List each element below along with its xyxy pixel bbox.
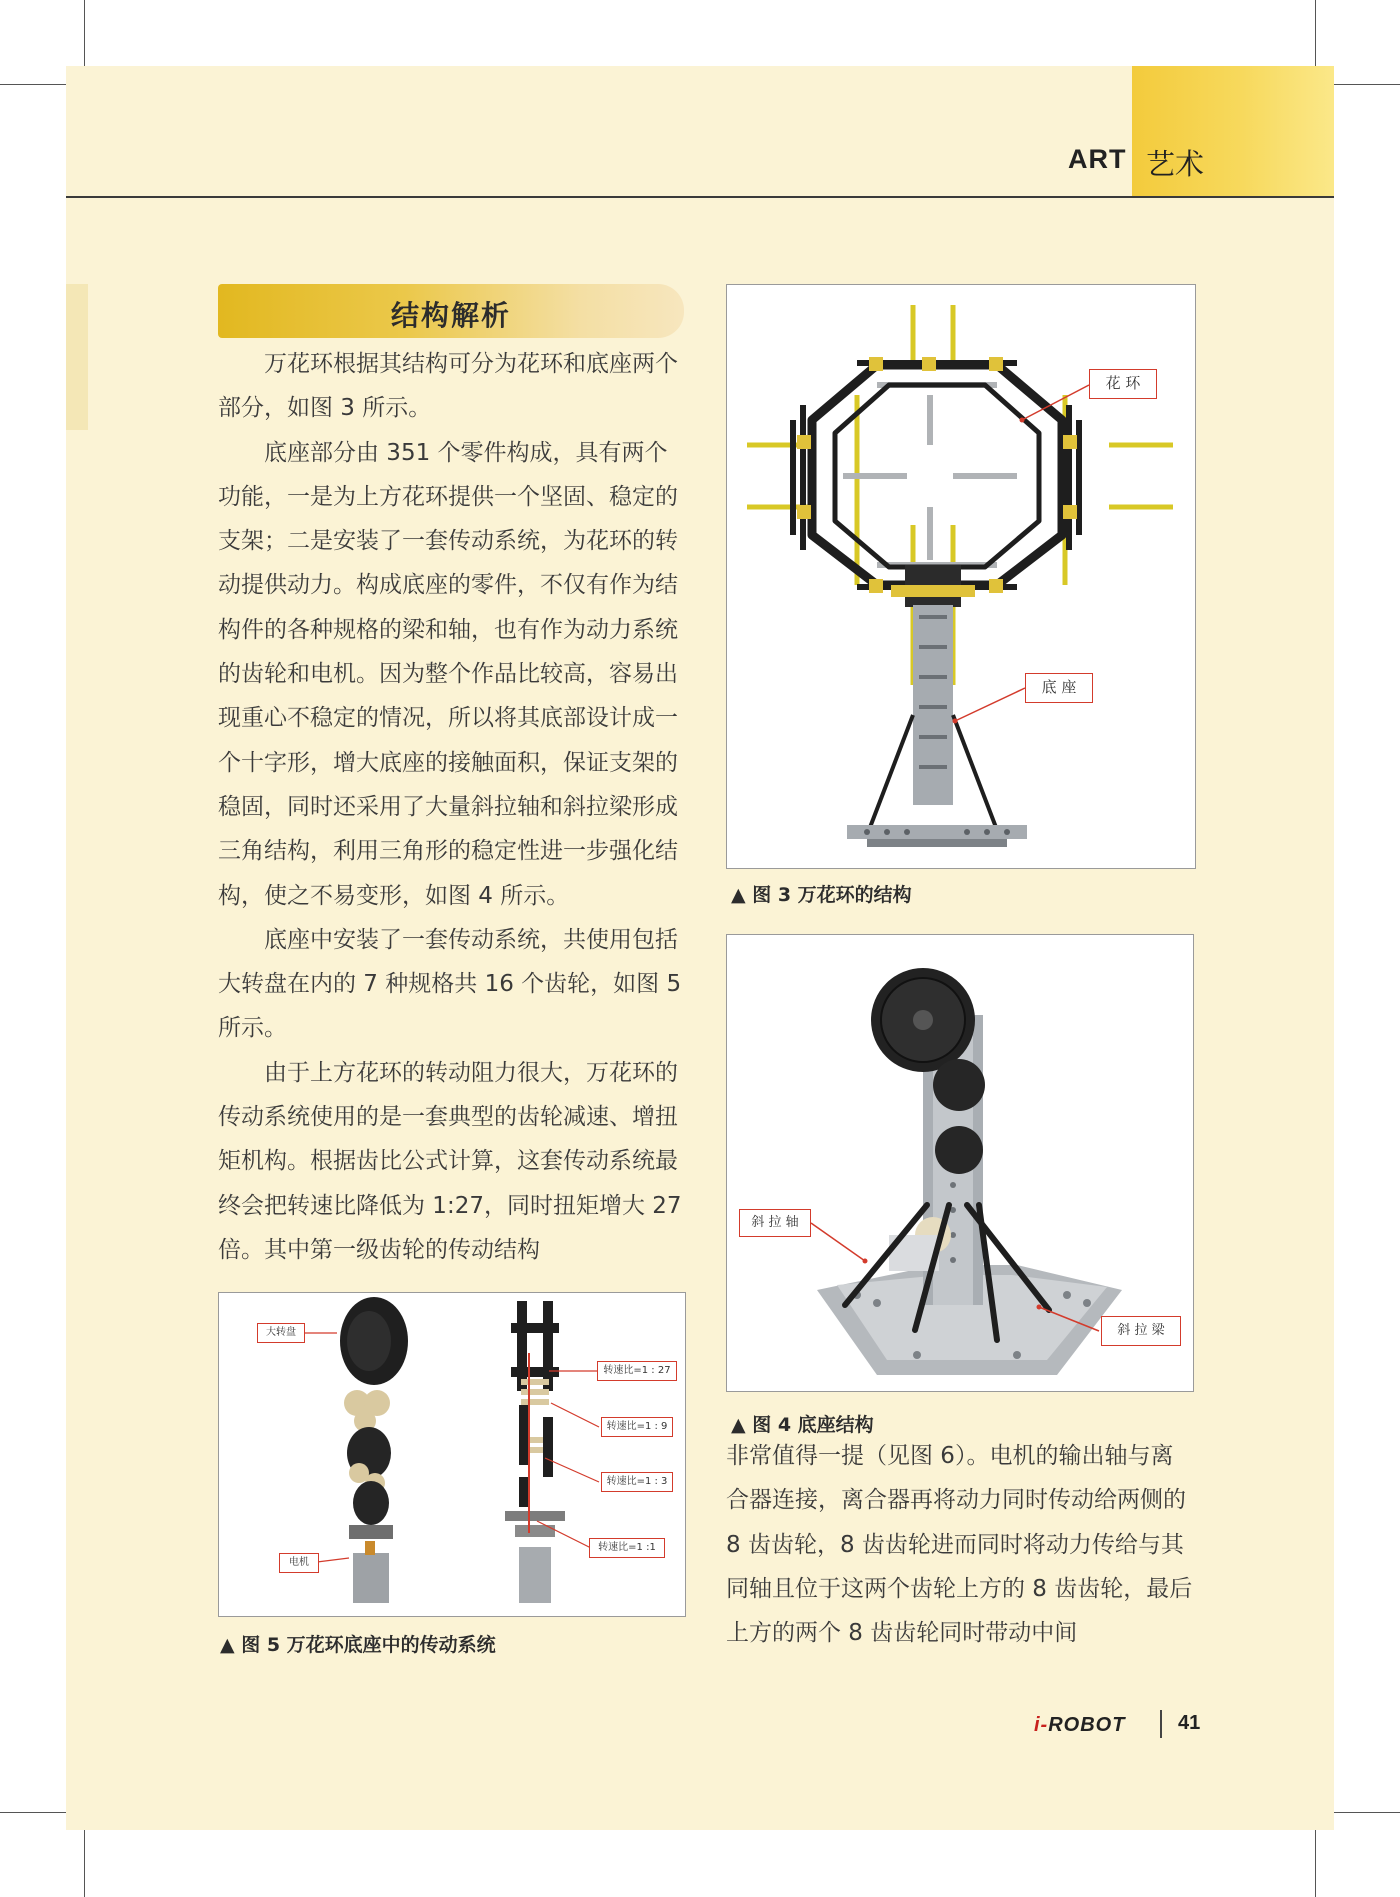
logo-main: ROBOT xyxy=(1048,1714,1126,1736)
right-column-text xyxy=(726,1434,1196,1655)
crop-mark xyxy=(84,0,85,66)
figure-3-caption: ▲ 图 3 万花环的结构 xyxy=(731,884,912,906)
footer-divider xyxy=(1160,1710,1162,1738)
figure-4-caption: ▲ 图 4 底座结构 xyxy=(731,1414,874,1436)
logo-prefix: i- xyxy=(1034,1714,1049,1736)
crop-mark xyxy=(0,1812,66,1813)
callout-ratio-1-3: 转速比=1 : 3 xyxy=(601,1472,673,1492)
callout-ratio-1-9: 转速比=1 : 9 xyxy=(601,1417,673,1437)
crop-mark xyxy=(1334,1812,1400,1813)
magazine-logo xyxy=(1034,1714,1125,1737)
callout-motor: 电机 xyxy=(279,1553,319,1573)
crop-mark xyxy=(84,1830,85,1897)
callout-ratio-1-27: 转速比=1 : 27 xyxy=(597,1361,677,1381)
callout-base: 底 座 xyxy=(1025,673,1093,703)
crop-mark xyxy=(1334,84,1400,85)
figure-4-base-structure xyxy=(726,934,1194,1392)
callout-ring: 花 环 xyxy=(1089,369,1157,399)
section-heading-text: 结构解析 xyxy=(390,299,511,332)
section-heading xyxy=(218,284,684,338)
body-paragraph: 非常值得一提（见图 6）。电机的输出轴与离合器连接，离合器再将动力同时传动给两侧的 8 齿齿轮，8 齿齿轮进而同时将动力传给与其同轴且位于这两个齿轮上方的 8 齿齿轮，最后上方的两个 8 齿齿轮同时带动中间 xyxy=(726,1443,1193,1647)
callout-turntable: 大转盘 xyxy=(257,1323,305,1343)
body-paragraph: 底座部分由 351 个零件构成，具有两个功能，一是为上方花环提供一个坚固、稳定的支架；二是安装了一套传动系统，为花环的转动提供动力。构成底座的零件，不仅有作为结构件的各种规格的梁和轴，也有作为动力系统的齿轮和电机。因为整个作品比较高，容易出现重心不稳定的情况，所以将其底部设计成一个十字形，增大底座的接触面积，保证支架的稳固，同时还采用了大量斜拉轴和斜拉梁形成三角结构，利用三角形的稳定性进一步强化结构，使之不易变形，如图 4 所示。 xyxy=(218,439,678,909)
crop-mark xyxy=(1315,1830,1316,1897)
side-tab xyxy=(66,284,88,430)
crop-mark xyxy=(0,84,66,85)
callout-diagonal-axle: 斜 拉 轴 xyxy=(739,1209,811,1237)
figure-3-ring-structure xyxy=(726,284,1196,869)
body-paragraph: 万花环根据其结构可分为花环和底座两个部分，如图 3 所示。 xyxy=(218,351,678,422)
callout-diagonal-beam: 斜 拉 梁 xyxy=(1101,1316,1181,1346)
body-paragraph: 底座中安装了一套传动系统，共使用包括大转盘在内的 7 种规格共 16 个齿轮，如图 5 所示。 xyxy=(218,926,682,1042)
header-section-zh: 艺术 xyxy=(1146,147,1205,181)
left-column-text xyxy=(218,342,688,1272)
figure-5-caption: ▲ 图 5 万花环底座中的传动系统 xyxy=(220,1634,496,1656)
crop-mark xyxy=(1315,0,1316,66)
figure-5-transmission-system xyxy=(218,1292,686,1617)
callout-ratio-1-1: 转速比=1 :1 xyxy=(589,1538,665,1558)
header-section-en: ART xyxy=(1068,144,1127,174)
header-rule xyxy=(66,196,1334,198)
body-paragraph: 由于上方花环的转动阻力很大，万花环的传动系统使用的是一套典型的齿轮减速、增扭矩机构。根据齿比公式计算，这套传动系统最终会把转速比降低为 1:27，同时扭矩增大 27 倍。其中第一级齿轮的传动结构 xyxy=(218,1059,682,1263)
page-number: 41 xyxy=(1178,1712,1201,1734)
